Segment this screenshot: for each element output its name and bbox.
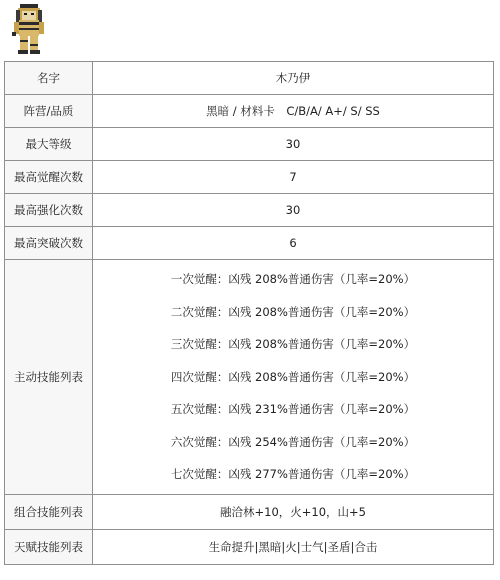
row-label-combo-skills: 组合技能列表	[5, 494, 93, 529]
row-label-talent-skills: 天赋技能列表	[5, 529, 93, 564]
row-label-max-awaken: 最高觉醒次数	[5, 161, 93, 194]
skill-item: 五次觉醒：凶残 231%普通伤害（几率=20%）	[170, 402, 416, 416]
table-row-max-breakthrough	[5, 227, 494, 260]
table-row-faction	[5, 95, 494, 128]
row-label-faction: 阵营/品质	[5, 95, 93, 128]
row-label-name: 名字	[5, 62, 93, 95]
row-value-max-breakthrough: 6	[93, 227, 494, 260]
row-value-active-skills	[93, 260, 494, 495]
table-row-max-enhance	[5, 194, 494, 227]
pixel-character-icon	[6, 2, 52, 58]
active-skills-list	[93, 260, 493, 494]
row-label-max-level: 最大等级	[5, 128, 93, 161]
row-value-max-awaken: 7	[93, 161, 494, 194]
skill-item: 二次觉醒：凶残 208%普通伤害（几率=20%）	[170, 304, 416, 319]
table-row-talent-skills	[5, 529, 494, 564]
row-value-name: 木乃伊	[93, 62, 494, 95]
table-row-max-awaken	[5, 161, 494, 194]
skill-item: 三次觉醒：凶残 208%普通伤害（几率=20%）	[170, 337, 416, 351]
row-value-talent-skills: 生命提升|黑暗|火|士气|圣盾|合击	[93, 529, 494, 564]
skill-item: 六次觉醒：凶残 254%普通伤害（几率=20%）	[170, 434, 416, 449]
table-row-name	[5, 62, 494, 95]
row-value-combo-skills: 融洽林+10，火+10，山+5	[93, 494, 494, 529]
row-label-max-breakthrough: 最高突破次数	[5, 227, 93, 260]
character-avatar	[6, 2, 52, 58]
table-row-active-skills	[5, 260, 494, 495]
skill-item: 四次觉醒：凶残 208%普通伤害（几率=20%）	[170, 369, 416, 384]
table-row-max-level	[5, 128, 494, 161]
skill-item: 一次觉醒：凶残 208%普通伤害（几率=20%）	[170, 272, 416, 286]
row-value-max-level: 30	[93, 128, 494, 161]
row-value-faction: 黑暗 / 材料卡 C/B/A/ A+/ S/ SS	[93, 95, 494, 128]
table-row-combo-skills	[5, 494, 494, 529]
row-label-active-skills: 主动技能列表	[5, 260, 93, 495]
row-label-max-enhance: 最高强化次数	[5, 194, 93, 227]
skill-item: 七次觉醒：凶残 277%普通伤害（几率=20%）	[170, 467, 416, 481]
character-info-table	[4, 61, 494, 565]
row-value-max-enhance: 30	[93, 194, 494, 227]
